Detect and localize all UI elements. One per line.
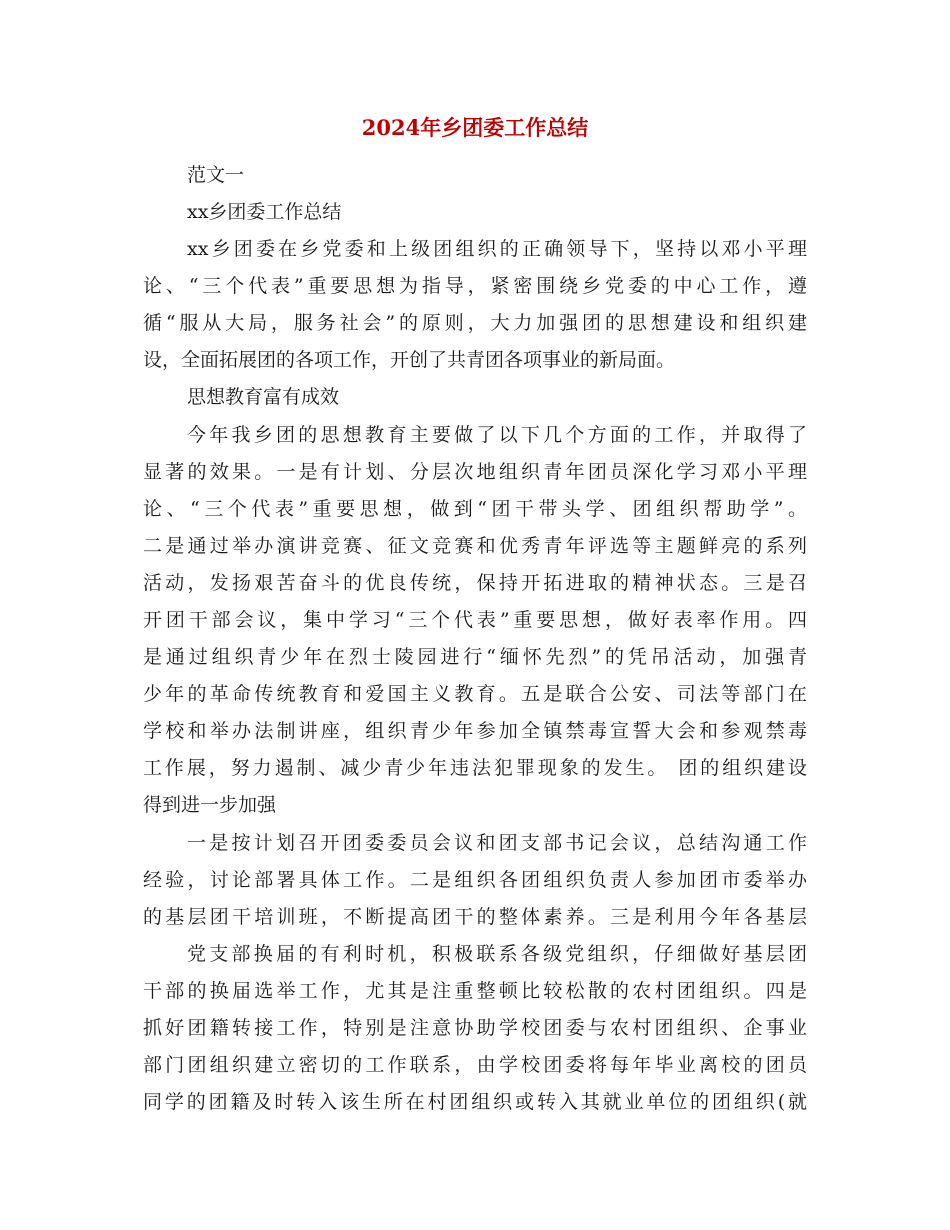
paragraph-line: 一是按计划召开团委委员会议和团支部书记会议，总结沟通工作 <box>187 832 807 854</box>
paragraph-line: 党支部换届的有利时机，积极联系各级党组织，仔细做好基层团 <box>187 943 807 965</box>
paragraph-line: 论、“三个代表”重要思想为指导，紧密围绕乡党委的中心工作，遵 <box>143 275 807 297</box>
paragraph-line: 学校和举办法制讲座，组织青少年参加全镇禁毒宣誓大会和参观禁毒 <box>143 720 807 742</box>
section-heading: 思想教育富有成效 <box>187 386 340 408</box>
paragraph-line: 显著的效果。一是有计划、分层次地组织青年团员深化学习邓小平理 <box>143 461 807 483</box>
subtitle: xx乡团委工作总结 <box>187 201 342 223</box>
paragraph-line: 经验，讨论部署具体工作。二是组织各团组织负责人参加团市委举办 <box>143 869 807 891</box>
paragraph-line: 是通过组织青少年在烈士陵园进行“缅怀先烈”的凭吊活动，加强青 <box>143 646 807 668</box>
paragraph-line: 活动，发扬艰苦奋斗的优良传统，保持开拓进取的精神状态。三是召 <box>143 572 807 594</box>
paragraph-line: 论、“三个代表”重要思想，做到“团干带头学、团组织帮助学”。 <box>143 498 807 520</box>
paragraph-line: 抓好团籍转接工作，特别是注意协助学校团委与农村团组织、企事业 <box>143 1017 807 1039</box>
paragraph-line: 二是通过举办演讲竞赛、征文竞赛和优秀青年评选等主题鲜亮的系列 <box>143 535 807 557</box>
paragraph-line: 部门团组织建立密切的工作联系，由学校团委将每年毕业离校的团员 <box>143 1054 807 1076</box>
paragraph-line: 的基层团干培训班，不断提高团干的整体素养。三是利用今年各基层 <box>143 906 807 928</box>
paragraph-line: 干部的换届选举工作，尤其是注重整顿比较松散的农村团组织。四是 <box>143 980 807 1002</box>
paragraph-line: 循“服从大局，服务社会”的原则，大力加强团的思想建设和组织建 <box>143 312 807 334</box>
paragraph-line: 今年我乡团的思想教育主要做了以下几个方面的工作，并取得了 <box>187 424 807 446</box>
paragraph-line: 工作展，努力遏制、减少青少年违法犯罪现象的发生。 团的组织建设 <box>143 757 807 779</box>
document-title: 2024年乡团委工作总结 <box>361 115 589 140</box>
paragraph-line: 得到进一步加强 <box>143 794 277 816</box>
paragraph-line: xx乡团委在乡党委和上级团组织的正确领导下，坚持以邓小平理 <box>187 238 807 260</box>
paragraph-line: 开团干部会议，集中学习“三个代表”重要思想，做好表率作用。四 <box>143 609 807 631</box>
section-label: 范文一 <box>187 164 245 186</box>
paragraph-line: 设，全面拓展团的各项工作，开创了共青团各项事业的新局面。 <box>143 349 676 371</box>
paragraph-line: 少年的革命传统教育和爱国主义教育。五是联合公安、司法等部门在 <box>143 683 807 705</box>
paragraph-line: 同学的团籍及时转入该生所在村团组织或转入其就业单位的团组织(就 <box>143 1091 807 1113</box>
